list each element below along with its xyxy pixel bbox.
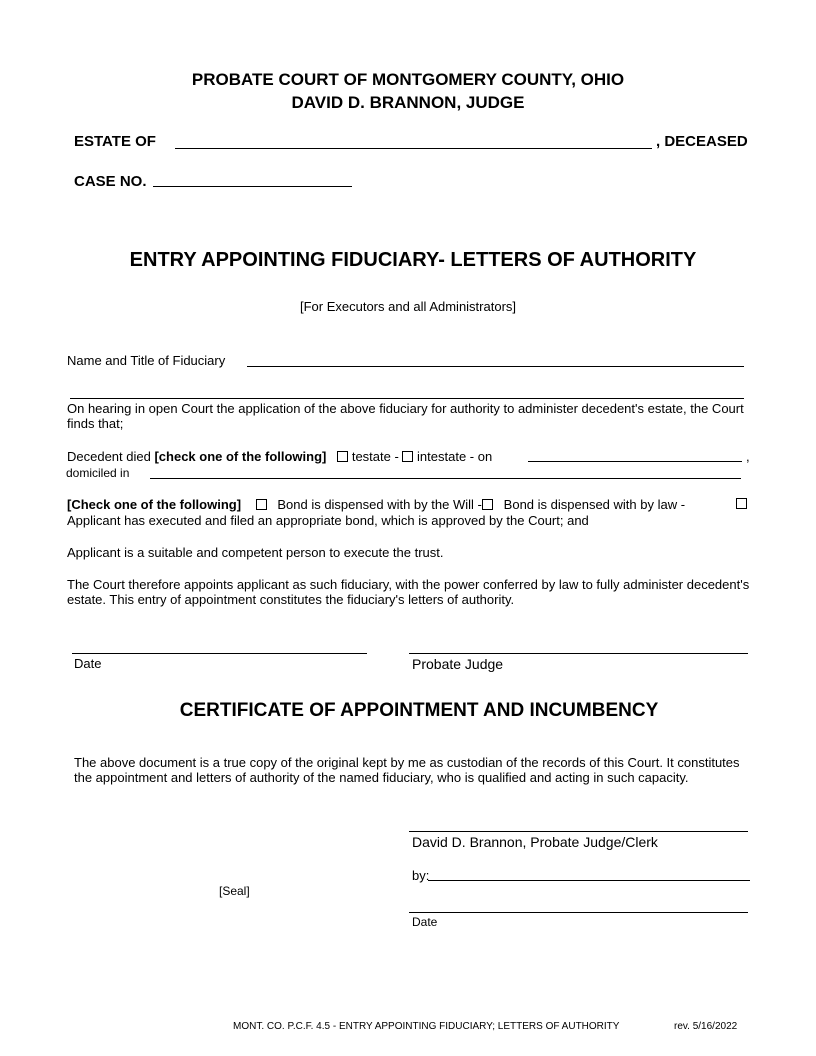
bond-line [67, 497, 685, 512]
bond-will-checkbox[interactable] [256, 499, 267, 510]
suitable-text: Applicant is a suitable and competent person to execute the trust. [67, 545, 444, 560]
certificate-text: The above document is a true copy of the original kept by me as custodian of the records of this Court. It constitutes the appointment and letters of authority of the named fiduciary, who is qualified and acting in such capacity. [74, 755, 740, 785]
document-title: ENTRY APPOINTING FIDUCIARY- LETTERS OF AUTHORITY [129, 249, 697, 271]
court-name: PROBATE COURT OF MONTGOMERY COUNTY, OHIO [191, 70, 625, 89]
estate-field[interactable] [175, 148, 652, 149]
date-signature-line[interactable] [72, 653, 367, 654]
bond-will-label: Bond is dispensed with by the Will - [277, 497, 482, 512]
decedent-check-label: [check one of the following] [154, 449, 327, 464]
domiciled-label: domiciled in [66, 466, 130, 480]
death-date-field[interactable] [528, 461, 742, 462]
date-label: Date [74, 656, 102, 671]
bond-filed-checkbox[interactable] [736, 498, 747, 509]
bond-filed-label: Applicant has executed and filed an appropriate bond, which is approved by the Court; and [67, 513, 589, 528]
document-subtitle: [For Executors and all Administrators] [299, 299, 517, 314]
certificate-date-label: Date [412, 915, 438, 929]
intestate-checkbox[interactable] [402, 451, 413, 462]
decedent-line [67, 449, 492, 464]
death-date-comma: , [746, 449, 750, 464]
judge-signature-line[interactable] [409, 653, 748, 654]
by-label: by: [412, 868, 430, 883]
bond-law-label: Bond is dispensed with by law - [503, 497, 686, 512]
intestate-label: intestate - on [417, 449, 493, 464]
certificate-date-line[interactable] [409, 912, 748, 913]
case-no-label: CASE NO. [74, 173, 147, 190]
deceased-label: , DECEASED [656, 133, 748, 150]
footer-revision: rev. 5/16/2022 [674, 1021, 738, 1032]
clerk-name: David D. Brannon, Probate Judge/Clerk [412, 834, 658, 850]
judge-name: DAVID D. BRANNON, JUDGE [291, 93, 525, 112]
fiduciary-label: Name and Title of Fiduciary [67, 353, 226, 368]
fiduciary-field[interactable] [247, 366, 744, 367]
certificate-title: CERTIFICATE OF APPOINTMENT AND INCUMBENCY [179, 700, 659, 721]
seal-label: [Seal] [219, 884, 250, 898]
probate-judge-label: Probate Judge [412, 656, 504, 672]
footer-form-id: MONT. CO. P.C.F. 4.5 - ENTRY APPOINTING FIDUCIARY; LETTERS OF AUTHORITY [233, 1021, 620, 1032]
clerk-signature-line[interactable] [409, 831, 748, 832]
bond-check-label: [Check one of the following] [67, 497, 242, 512]
by-signature-line[interactable] [428, 880, 750, 881]
domiciled-field[interactable] [150, 478, 741, 479]
appoint-text: The Court therefore appoints applicant as such fiduciary, with the power conferred by law to fully administer decedent's estate. This entry of appointment constitutes the fiduciary's letters of authority. [67, 577, 750, 607]
decedent-prefix: Decedent died [67, 449, 151, 464]
case-no-field[interactable] [153, 186, 352, 187]
testate-label: testate - [351, 449, 399, 464]
testate-checkbox[interactable] [337, 451, 348, 462]
fiduciary-field-line-2[interactable] [70, 398, 744, 399]
bond-law-checkbox[interactable] [482, 499, 493, 510]
estate-label: ESTATE OF [74, 133, 156, 150]
hearing-text: On hearing in open Court the application of the above fiduciary for authority to administer decedent's estate, the Court finds that; [67, 401, 744, 431]
